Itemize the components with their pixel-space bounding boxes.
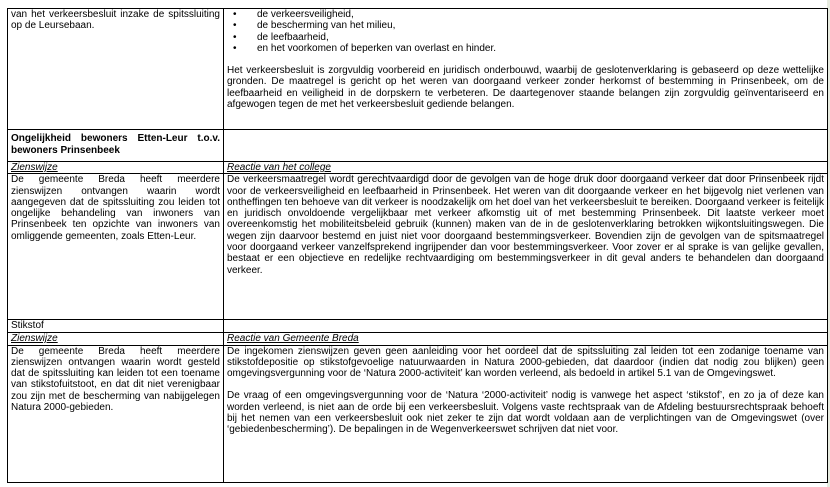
list-item-text: de leefbaarheid, <box>257 31 329 43</box>
reactie-paragraph: De vraag of een omgevingsvergunning voor de ‘Natura ‘2000-activiteit’ nodig is vanwege het aspect ‘stikstof’, en zo ja of deze kan worden verleend, is niet aan de orde bij een verkeersbesluit. Volgens vaste rechtspraak van de Afdeling bestuursrechtspraak behoeft bij het nemen van een verkeersbesluit ook niet zeker te zijn dat wordt voldaan aan de verplichtingen van de Omgevingswet (over ‘gebiedenbescherming’). De bepalingen in de Wegenverkeerswet schrijven dat niet voor. <box>227 390 824 436</box>
zienswijze-cell <box>8 345 224 482</box>
subhead-zienswijze: Zienswijze <box>8 162 224 174</box>
bullet-icon: • <box>233 9 237 20</box>
reactie-paragraph: Het verkeersbesluit is zorgvuldig voorbereid en juridisch onderbouwd, waarbij de geslotenverklaring is gebaseerd op deze wettelijke gronden. De maatregel is gericht op het weren van doorgaand verkeer zonder herkomst of bestemming in Prinsenbeek, om de leefbaarheid en veiligheid in de dorpskern te verbeteren. De daartegenover staande belangen zijn zorgvuldig geïnventariseerd en afgewogen tegen de met het verkeersbesluit gediende belangen. <box>227 65 824 111</box>
bullet-icon: • <box>233 42 237 54</box>
section-title-row <box>8 130 828 162</box>
subhead-reactie: Reactie van Gemeente Breda <box>224 333 828 345</box>
list-item <box>233 42 824 54</box>
list-item <box>233 9 824 20</box>
reactie-paragraph: De ingekomen zienswijzen geven geen aanleiding voor het oordeel dat de spitssluiting zal leiden tot een zodanige toename van stikstofdepositie op stikstofgevoelige natuurwaarden in Natura 2000-gebieden, dat daardoor (indien dat nodig zou blijken) geen omgevingsvergunning voor de ‘Natura 2000-activiteit’ kan worden verleend, als bedoeld in artikel 5.1 van de Omgevingswet. <box>227 345 824 380</box>
reactie-cell-continued <box>224 9 828 130</box>
empty-cell <box>224 320 828 333</box>
subhead-reactie: Reactie van het college <box>224 162 828 174</box>
list-item <box>233 20 824 32</box>
section-title-row <box>8 320 828 333</box>
zienswijze-cell-continued <box>8 9 224 130</box>
section-title-ongelijkheid: Ongelijkheid bewoners Etten-Leur t.o.v. bewoners Prinsenbeek <box>8 130 224 162</box>
zienswijze-text-continued: van het verkeersbesluit inzake de spitssluiting op de Leursebaan. <box>11 9 220 32</box>
table-row <box>8 345 828 482</box>
document-table <box>7 8 828 483</box>
empty-cell <box>224 130 828 162</box>
list-item <box>233 31 824 43</box>
table-row <box>8 174 828 320</box>
list-item-text: de verkeersveiligheid, <box>257 9 354 20</box>
subhead-row <box>8 333 828 345</box>
subhead-row <box>8 162 828 174</box>
bullet-icon: • <box>233 31 237 43</box>
reactie-cell <box>224 345 828 482</box>
reactie-cell <box>224 174 828 320</box>
section-title-stikstof: Stikstof <box>8 320 224 333</box>
subhead-zienswijze: Zienswijze <box>8 333 224 345</box>
list-item-text: en het voorkomen of beperken van overlast en hinder. <box>257 42 497 54</box>
zienswijze-text: De gemeente Breda heeft meerdere zienswijzen ontvangen waarin wordt gesteld dat de spitssluiting kan leiden tot een toename van stikstofuitstoot, en dat dit niet verenigbaar zou zijn met de bescherming van nabijgelegen Natura 2000-gebieden. <box>11 345 220 414</box>
list-item-text: de bescherming van het milieu, <box>257 20 396 32</box>
table-row-continued <box>8 9 828 130</box>
zienswijze-text: De gemeente Breda heeft meerdere zienswijzen ontvangen waarin wordt aangegeven dat de spitssluiting zou leiden tot ongelijke behandeling van inwoners van Prinsenbeek ten opzichte van inwoners van omliggende gemeenten, zoals Etten-Leur. <box>11 174 220 242</box>
bullet-icon: • <box>233 20 237 32</box>
zienswijze-cell <box>8 174 224 320</box>
reactie-paragraph: De verkeersmaatregel wordt gerechtvaardigd door de gevolgen van de hoge druk door doorgaand verkeer dat door Prinsenbeek rijdt voor de verkeersveiligheid en leefbaarheid in Prinsenbeek. Het weren van dit doorgaande verkeer en het bijgevolg niet verlenen van ontheffingen ten behoeve van dit verkeer is noodzakelijk om het doel van het verkeersbesluit te bereiken. Doorgaand verkeer is feitelijk en juridisch onvoldoende vergelijkbaar met verkeer afkomstig uit of met bestemming Prinsenbeek. Dit laatste verkeer moet overeenkomstig het mobiliteitsbeleid gebruik (kunnen) maken van de in de geslotenverklaring betrokken wijkontsluitingswegen. Die wegen zijn daarvoor bestemd en juist niet voor doorgaand bestemmingsverkeer. Bovendien zijn de gevolgen van de spitsmaatregel voor doorgaand verkeer vanzelfsprekend ingrijpender dan voor bestemmingsverkeer. Voor zover er al sprake is van gelijke gevallen, bestaat er een objectieve en redelijke rechtvaardiging om bestemmingsverkeer in dit geval anders te behandelen dan doorgaand verkeer. <box>227 174 824 276</box>
bullet-list <box>227 9 824 54</box>
